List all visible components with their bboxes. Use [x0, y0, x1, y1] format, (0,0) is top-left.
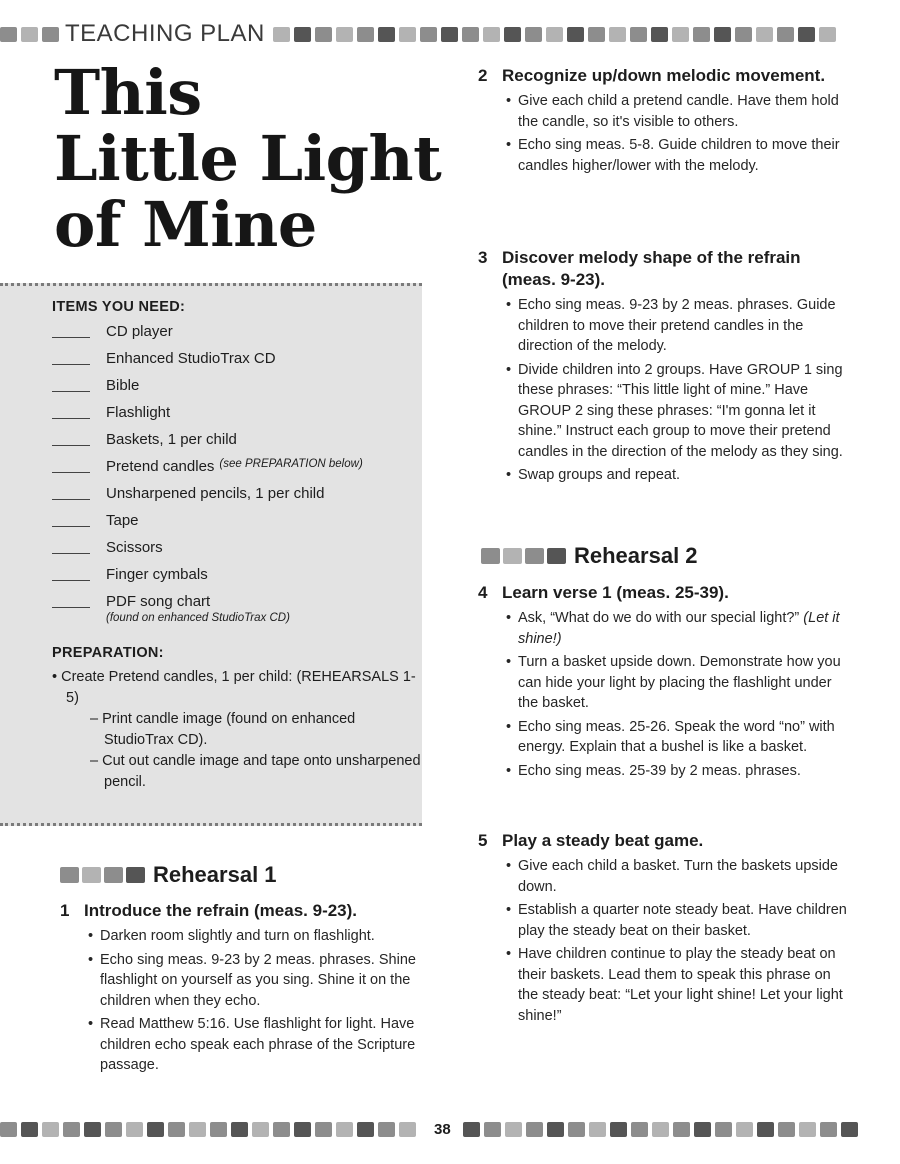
block-icon	[610, 1122, 627, 1137]
block-icon	[652, 1122, 669, 1137]
block-icon	[820, 1122, 837, 1137]
checkbox-line	[52, 377, 90, 392]
block-icon	[315, 27, 332, 42]
step-heading	[478, 582, 853, 604]
rehearsal-2-header	[481, 543, 698, 569]
block-icon	[503, 548, 522, 564]
item-label: Unsharpened pencils, 1 per child	[106, 485, 325, 502]
list-item	[52, 485, 422, 512]
item-label: Flashlight	[106, 404, 171, 421]
item-label: Scissors	[106, 539, 163, 556]
dotted-divider	[0, 823, 422, 826]
block-icon	[378, 1122, 395, 1137]
step-2	[478, 65, 853, 179]
block-icon	[546, 27, 563, 42]
title-line: Little Light	[54, 122, 442, 195]
items-box	[0, 283, 422, 826]
preparation-heading: PREPARATION:	[52, 645, 164, 661]
block-icon	[756, 27, 773, 42]
list-item	[52, 431, 422, 458]
block-icon	[547, 548, 566, 564]
footer-decoration-right	[463, 1122, 900, 1137]
block-icon	[104, 867, 123, 883]
list-item: • Echo sing meas. 25-26. Speak the word “no” with energy. Explain that a bushel is like a basket.	[502, 717, 853, 758]
rehearsal-1-header	[60, 862, 277, 888]
checkbox-line	[52, 431, 90, 446]
block-icon	[547, 1122, 564, 1137]
step-number: 2	[478, 66, 488, 85]
block-icon	[336, 27, 353, 42]
block-icon	[231, 1122, 248, 1137]
rehearsal-blocks	[481, 548, 566, 564]
list-item: • Establish a quarter note steady beat. Have children play the steady beat on their basket.	[502, 900, 853, 941]
list-item: • Have children continue to play the steady beat on their baskets. Lead them to speak this phrase on the steady beat: “Let your light shine! Let your light shine!”	[502, 944, 853, 1026]
block-icon	[694, 1122, 711, 1137]
rehearsal-title: Rehearsal 2	[574, 543, 698, 568]
checkbox-line	[52, 566, 90, 581]
block-icon	[441, 27, 458, 42]
block-icon	[631, 1122, 648, 1137]
preparation-list	[52, 667, 422, 793]
list-item	[52, 593, 422, 637]
prep-subitem: – Print candle image (found on enhanced StudioTrax CD).	[90, 711, 356, 748]
block-icon	[505, 1122, 522, 1137]
block-icon	[168, 1122, 185, 1137]
page-number: 38	[434, 1120, 451, 1138]
item-label: Bible	[106, 377, 140, 394]
header-bar	[0, 18, 900, 50]
block-icon	[60, 867, 79, 883]
block-icon	[399, 1122, 416, 1137]
block-icon	[126, 1122, 143, 1137]
block-icon	[567, 27, 584, 42]
block-icon	[757, 1122, 774, 1137]
list-item	[52, 377, 422, 404]
block-icon	[462, 27, 479, 42]
block-icon	[484, 1122, 501, 1137]
item-note: (found on enhanced StudioTrax CD)	[106, 612, 290, 624]
block-icon	[189, 1122, 206, 1137]
block-icon	[630, 27, 647, 42]
block-icon	[315, 1122, 332, 1137]
block-icon	[777, 27, 794, 42]
item-label: Pretend candles	[106, 458, 215, 475]
bullet-text: Ask, “What do we do with our special light?”	[518, 610, 800, 626]
block-icon	[0, 27, 17, 42]
block-icon	[463, 1122, 480, 1137]
list-item	[52, 404, 422, 431]
items-list	[52, 323, 422, 637]
checkbox-line	[52, 485, 90, 500]
items-heading: ITEMS YOU NEED:	[52, 299, 186, 315]
item-label: PDF song chart	[106, 593, 211, 610]
block-icon	[568, 1122, 585, 1137]
block-icon	[147, 1122, 164, 1137]
header-decoration-left	[0, 27, 59, 42]
block-icon	[673, 1122, 690, 1137]
list-item: • Turn a basket upside down. Demonstrate how you can hide your light by placing the flashlight under the basket.	[502, 652, 853, 714]
step-heading	[478, 247, 853, 291]
checkbox-line	[52, 512, 90, 527]
item-label: CD player	[106, 323, 173, 340]
step-3	[478, 247, 853, 489]
block-icon	[63, 1122, 80, 1137]
rehearsal-blocks	[60, 867, 145, 883]
list-item	[52, 539, 422, 566]
step-bullets	[502, 91, 853, 176]
block-icon	[294, 1122, 311, 1137]
block-icon	[798, 27, 815, 42]
list-item	[52, 512, 422, 539]
prep-subitem: – Cut out candle image and tape onto unsharpened pencil.	[90, 753, 421, 790]
checkbox-line	[52, 323, 90, 338]
block-icon	[357, 1122, 374, 1137]
block-icon	[0, 1122, 17, 1137]
item-label: Baskets, 1 per child	[106, 431, 237, 448]
rehearsal-title: Rehearsal 1	[153, 862, 277, 887]
list-item: • Give each child a pretend candle. Have them hold the candle, so it's visible to others.	[502, 91, 853, 132]
item-text	[106, 593, 290, 624]
prep-bullet: • Create Pretend candles, 1 per child: (REHEARSALS 1-5)	[52, 669, 416, 706]
title-line: of Mine	[54, 188, 317, 261]
block-icon	[735, 27, 752, 42]
step-bullets	[84, 926, 425, 1076]
step-heading	[478, 65, 853, 87]
list-item: • Echo sing meas. 5-8. Guide children to move their candles higher/lower with the melody.	[502, 135, 853, 176]
block-icon	[82, 867, 101, 883]
block-icon	[252, 1122, 269, 1137]
block-icon	[714, 27, 731, 42]
block-icon	[21, 27, 38, 42]
checkbox-line	[52, 593, 90, 608]
list-item: • Read Matthew 5:16. Use flashlight for light. Have children echo speak each phrase of the Scripture passage.	[84, 1014, 425, 1076]
block-icon	[588, 27, 605, 42]
step-title: Play a steady beat game.	[502, 831, 704, 850]
list-item	[52, 458, 422, 485]
list-item	[502, 608, 853, 649]
list-item	[52, 323, 422, 350]
block-icon	[589, 1122, 606, 1137]
block-icon	[42, 1122, 59, 1137]
items-box-content	[52, 299, 422, 793]
block-icon	[357, 27, 374, 42]
list-item: • Darken room slightly and turn on flashlight.	[84, 926, 425, 947]
list-item: • Echo sing meas. 9-23 by 2 meas. phrases. Guide children to move their pretend candles in the direction of the melody.	[502, 295, 853, 357]
block-icon	[799, 1122, 816, 1137]
step-number: 1	[60, 901, 70, 920]
block-icon	[672, 27, 689, 42]
block-icon	[525, 27, 542, 42]
footer-bar	[0, 1118, 900, 1140]
step-bullets	[502, 295, 853, 486]
block-icon	[21, 1122, 38, 1137]
step-4	[478, 582, 853, 784]
block-icon	[841, 1122, 858, 1137]
prep-text: Create Pretend candles, 1 per child: (REHEARSALS 1-5)	[61, 669, 416, 706]
step-heading	[478, 830, 853, 852]
step-bullets	[502, 856, 853, 1026]
step-title: Discover melody shape of the refrain (meas. 9-23).	[502, 248, 801, 289]
checkbox-line	[52, 458, 90, 473]
dotted-divider	[0, 283, 422, 286]
list-item	[52, 566, 422, 593]
block-icon	[84, 1122, 101, 1137]
step-number: 3	[478, 248, 488, 267]
block-icon	[126, 867, 145, 883]
block-icon	[42, 27, 59, 42]
block-icon	[525, 548, 544, 564]
block-icon	[504, 27, 521, 42]
block-icon	[378, 27, 395, 42]
answer-text: (Let it shine!)	[518, 610, 840, 647]
item-label: Enhanced StudioTrax CD	[106, 350, 276, 367]
list-item	[52, 350, 422, 377]
step-title: Recognize up/down melodic movement.	[502, 66, 826, 85]
header-label: TEACHING PLAN	[65, 20, 265, 47]
step-heading	[60, 900, 425, 922]
block-icon	[819, 27, 836, 42]
block-icon	[693, 27, 710, 42]
list-item: • Give each child a basket. Turn the baskets upside down.	[502, 856, 853, 897]
title-line: This	[54, 56, 202, 129]
step-bullets	[502, 608, 853, 781]
step-title: Introduce the refrain (meas. 9-23).	[84, 901, 358, 920]
step-1	[60, 900, 425, 1079]
block-icon	[399, 27, 416, 42]
checkbox-line	[52, 350, 90, 365]
step-number: 5	[478, 831, 488, 850]
block-icon	[651, 27, 668, 42]
checkbox-line	[52, 404, 90, 419]
list-item: • Echo sing meas. 25-39 by 2 meas. phrases.	[502, 761, 853, 782]
checkbox-line	[52, 539, 90, 554]
block-icon	[336, 1122, 353, 1137]
step-number: 4	[478, 583, 488, 602]
list-item: • Divide children into 2 groups. Have GROUP 1 sing these phrases: “This little light of mine.” Have GROUP 2 sing these phrases: “I'm gonna let it shine.” Instruct each group to move their pretend candles in the direction of the melody as they sing.	[502, 360, 853, 463]
block-icon	[778, 1122, 795, 1137]
step-5	[478, 830, 853, 1029]
block-icon	[526, 1122, 543, 1137]
list-item: • Echo sing meas. 9-23 by 2 meas. phrases. Shine flashlight on yourself as you sing. Shine it on the children when they echo.	[84, 950, 425, 1012]
item-note: (see PREPARATION below)	[219, 458, 363, 470]
block-icon	[210, 1122, 227, 1137]
footer-decoration-left	[0, 1122, 422, 1137]
item-label: Tape	[106, 512, 139, 529]
item-label: Finger cymbals	[106, 566, 208, 583]
block-icon	[715, 1122, 732, 1137]
block-icon	[736, 1122, 753, 1137]
block-icon	[420, 27, 437, 42]
block-icon	[609, 27, 626, 42]
block-icon	[273, 27, 290, 42]
page-title	[54, 56, 454, 261]
block-icon	[105, 1122, 122, 1137]
block-icon	[481, 548, 500, 564]
block-icon	[483, 27, 500, 42]
header-decoration-right	[273, 27, 900, 42]
step-title: Learn verse 1 (meas. 25-39).	[502, 583, 729, 602]
list-item: • Swap groups and repeat.	[502, 465, 853, 486]
block-icon	[294, 27, 311, 42]
block-icon	[273, 1122, 290, 1137]
